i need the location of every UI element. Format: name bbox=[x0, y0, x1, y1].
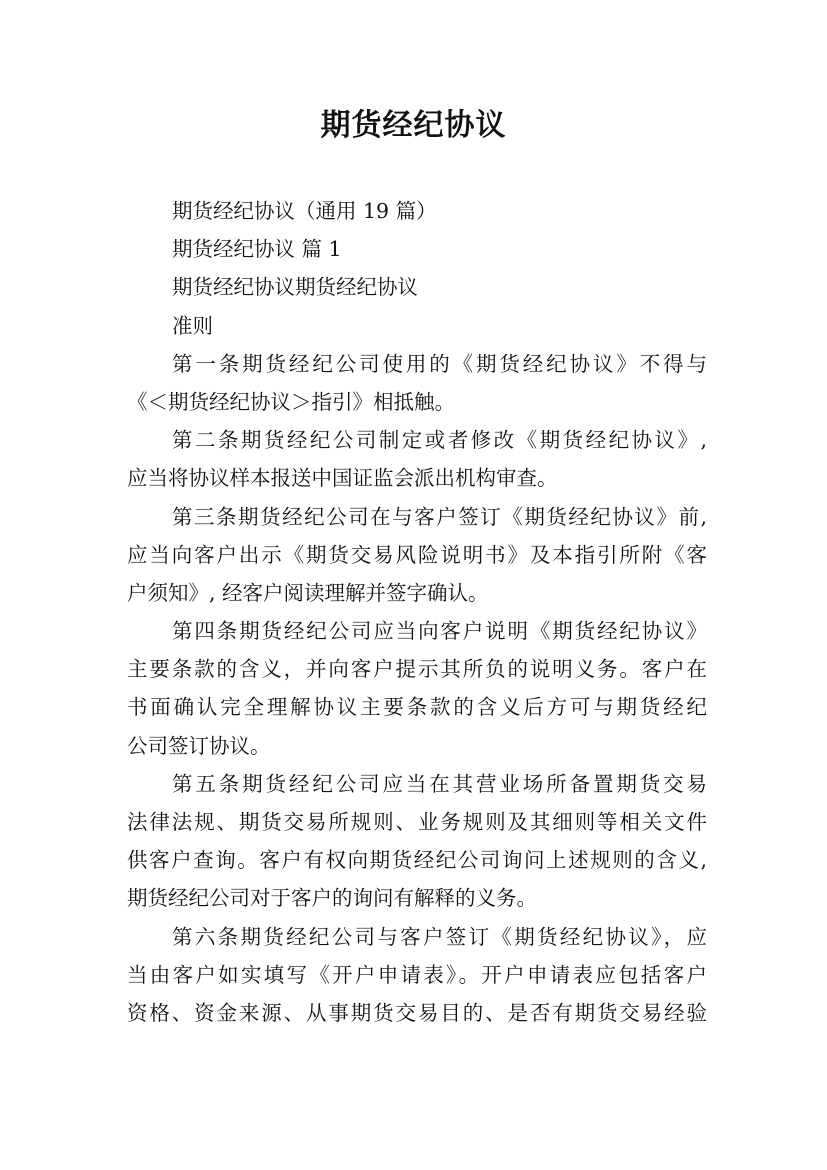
text-line: 第三条期货经纪公司在与客户签订《期货经纪协议》前, bbox=[172, 504, 707, 529]
text-line: 公司签订协议。 bbox=[127, 733, 271, 758]
text-line: 主要条款的含义，并向客户提示其所负的说明义务。客户在 bbox=[127, 657, 707, 682]
text-line: 资格、资金来源、从事期货交易目的、是否有期货交易经验 bbox=[127, 1000, 707, 1025]
document-body bbox=[127, 192, 707, 1032]
text-line: 第五条期货经纪公司应当在其营业场所备置期货交易 bbox=[172, 771, 707, 796]
text-line: 期货经纪协议 篇 1 bbox=[172, 237, 342, 262]
text-line: 应当向客户出示《期货交易风险说明书》及本指引所附《客 bbox=[127, 542, 707, 567]
document-title: 期货经纪协议 bbox=[320, 108, 507, 143]
text-line: 书面确认完全理解协议主要条款的含义后方可与期货经纪 bbox=[127, 695, 707, 720]
text-line: 期货经纪协议（通用 19 篇） bbox=[172, 199, 437, 223]
text-line: 第二条期货经纪公司制定或者修改《期货经纪协议》, bbox=[172, 428, 707, 453]
text-line: 应当将协议样本报送中国证监会派出机构审查。 bbox=[127, 466, 558, 491]
text-line: 准则 bbox=[172, 313, 213, 338]
text-line: 第四条期货经纪公司应当向客户说明《期货经纪协议》 bbox=[172, 619, 707, 644]
text-line: 期货经纪协议期货经纪协议 bbox=[172, 275, 418, 300]
text-line: 当由客户如实填写《开户申请表》。开户申请表应包括客户 bbox=[127, 962, 707, 987]
text-line: 《＜期货经纪协议＞指引》相抵触。 bbox=[127, 389, 455, 414]
text-line: 期货经纪公司对于客户的询问有解释的义务。 bbox=[127, 886, 537, 911]
text-line: 第六条期货经纪公司与客户签订《期货经纪协议》，应 bbox=[172, 924, 707, 949]
text-line: 第一条期货经纪公司使用的《期货经纪协议》不得与 bbox=[172, 351, 707, 376]
text-line: 供客户查询。客户有权向期货经纪公司询问上述规则的含义, bbox=[127, 848, 707, 873]
text-line: 法律法规、期货交易所规则、业务规则及其细则等相关文件 bbox=[127, 810, 707, 834]
text-line: 户须知》, 经客户阅读理解并签字确认。 bbox=[127, 580, 489, 605]
